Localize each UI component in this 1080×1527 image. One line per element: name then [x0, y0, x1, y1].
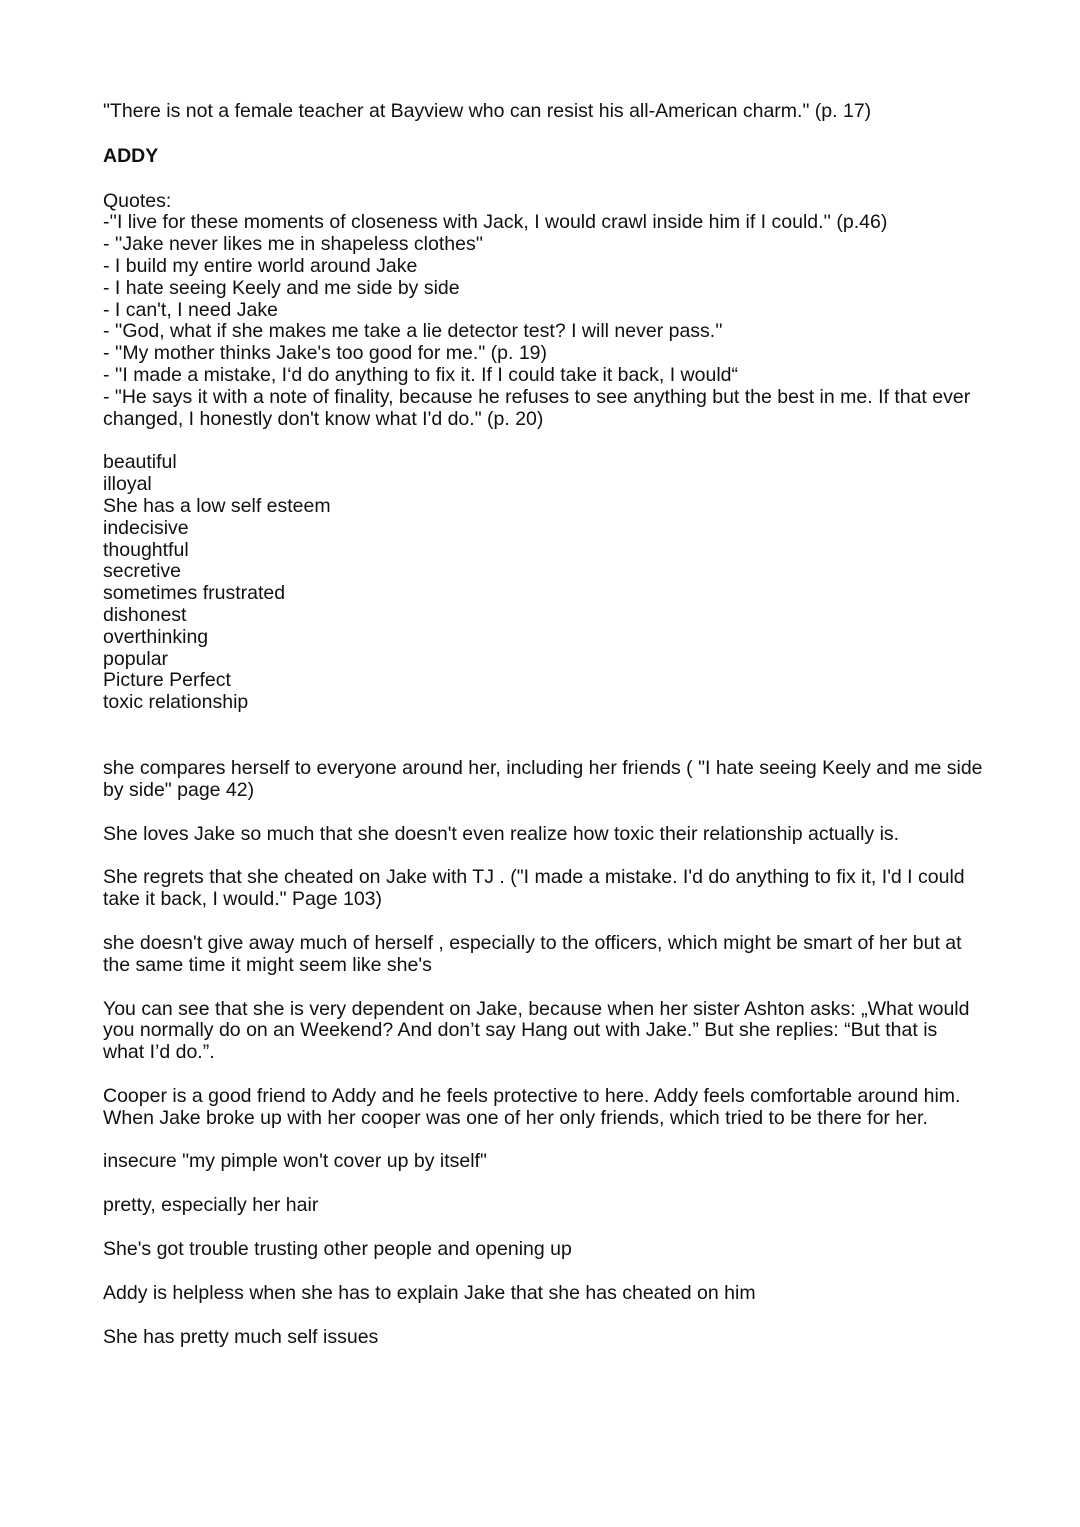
- trait-item: She has a low self esteem: [103, 494, 331, 517]
- quote-item: - ''My mother thinks Jake's too good for me." (p. 19): [103, 342, 548, 365]
- quote-item: - I hate seeing Keely and me side by side: [103, 276, 460, 299]
- trait-item: indecisive: [103, 516, 189, 539]
- quotes-list: [103, 212, 983, 430]
- analysis-paragraph: insecure "my pimple won't cover up by itself": [103, 1150, 487, 1173]
- trait-item: secretive: [103, 560, 182, 583]
- trait-item: thoughtful: [103, 538, 189, 561]
- analysis-paragraph: She's got trouble trusting other people and opening up: [103, 1238, 572, 1261]
- intro-quote: "There is not a female teacher at Bayview who can resist his all-American charm." (p. 17): [103, 100, 872, 122]
- quote-item: - "He says it with a note of finality, because he refuses to see anything but the best in me. If that ever changed, I honestly don't know what I'd do." (p. 20): [103, 385, 971, 430]
- analysis-paragraph: She regrets that she cheated on Jake with TJ . ("I made a mistake. I'd do anything to fix it, I'd I could take it back, I would." Page 103): [103, 866, 965, 911]
- analysis-paragraphs: [103, 758, 983, 1349]
- quote-item: - I can't, I need Jake: [103, 298, 278, 321]
- trait-item: overthinking: [103, 625, 209, 648]
- trait-item: toxic relationship: [103, 691, 249, 714]
- traits-list: [103, 452, 983, 714]
- document-page: [103, 101, 983, 1370]
- trait-item: sometimes frustrated: [103, 582, 286, 605]
- quote-item: - ''Jake never likes me in shapeless clothes'': [103, 233, 484, 256]
- quote-item: -''I live for these moments of closeness with Jack, I would crawl inside him if I could.'' (p.46): [103, 211, 888, 234]
- analysis-paragraph: pretty, especially her hair: [103, 1194, 319, 1217]
- analysis-paragraph: she compares herself to everyone around her, including her friends ( "I hate seeing Keely and me side by side" page 42): [103, 756, 983, 801]
- section-heading: ADDY: [103, 144, 159, 167]
- quotes-label: Quotes:: [103, 189, 172, 212]
- analysis-paragraph: she doesn't give away much of herself , especially to the officers, which might be smart of her but at the same time it might seem like she's: [103, 931, 962, 976]
- analysis-paragraph: She has pretty much self issues: [103, 1325, 379, 1348]
- trait-item: beautiful: [103, 451, 177, 474]
- trait-item: dishonest: [103, 603, 187, 626]
- analysis-paragraph: She loves Jake so much that she doesn't even realize how toxic their relationship actually is.: [103, 822, 900, 845]
- quote-item: - I build my entire world around Jake: [103, 254, 418, 277]
- analysis-paragraph: Addy is helpless when she has to explain Jake that she has cheated on him: [103, 1281, 756, 1304]
- trait-item: Picture Perfect: [103, 669, 231, 692]
- trait-item: popular: [103, 647, 169, 670]
- trait-item: illoyal: [103, 473, 152, 496]
- analysis-paragraph: Cooper is a good friend to Addy and he feels protective to here. Addy feels comfortable around him. When Jake broke up with her cooper was one of her only friends, which tried to be there for her.: [103, 1084, 961, 1129]
- quote-item: - ''God, what if she makes me take a lie detector test? I will never pass.'': [103, 320, 723, 343]
- analysis-paragraph: You can see that she is very dependent on Jake, because when her sister Ashton asks: „What would you normally do on an Weekend? And don’t say Hang out with Jake.” But she replies: “But that is what I’d do.”.: [103, 997, 970, 1064]
- quote-item: - ''I made a mistake, I‘d do anything to fix it. If I could take it back, I would“: [103, 363, 738, 386]
